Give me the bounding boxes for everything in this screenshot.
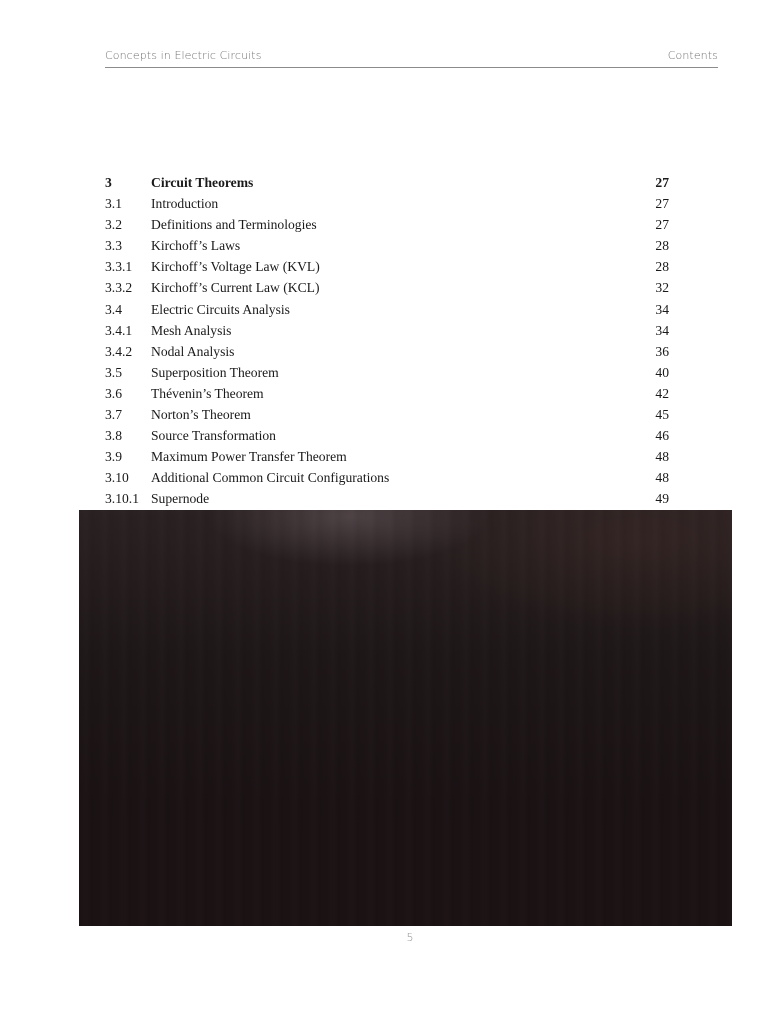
toc-entry-number: 3.5 <box>105 364 122 380</box>
toc-entry-title: Source Transformation <box>151 428 276 444</box>
toc-row[interactable] <box>105 425 669 446</box>
book-title: Concepts in Electric Circuits <box>105 49 262 62</box>
toc-entry-page: 42 <box>655 385 669 401</box>
toc-entry-page: 28 <box>655 238 669 254</box>
toc-row[interactable] <box>105 404 669 425</box>
table-of-contents <box>105 172 669 510</box>
toc-entry-page: 27 <box>655 196 669 212</box>
toc-entry-title: Supernode <box>151 491 210 507</box>
toc-row[interactable] <box>105 341 669 362</box>
toc-row[interactable] <box>105 235 669 256</box>
page-number: 5 <box>406 931 414 944</box>
toc-entry-page: 48 <box>655 470 669 486</box>
toc-entry-title: Additional Common Circuit Configurations <box>151 470 390 486</box>
section-title: Contents <box>667 49 718 62</box>
toc-entry-title: Mesh Analysis <box>151 322 232 338</box>
toc-entry-number: 3.4.1 <box>105 322 133 338</box>
toc-row[interactable] <box>105 488 669 509</box>
toc-entry-title: Maximum Power Transfer Theorem <box>151 449 347 465</box>
toc-entry-number: 3.4 <box>105 301 122 317</box>
toc-entry-title: Nodal Analysis <box>151 343 235 359</box>
toc-row[interactable] <box>105 256 669 277</box>
toc-row[interactable] <box>105 299 669 320</box>
toc-entry-number: 3.10.1 <box>105 491 139 507</box>
toc-entry-page: 27 <box>655 175 669 190</box>
toc-entry-number: 3.3 <box>105 238 122 254</box>
toc-entry-title: Norton’s Theorem <box>151 407 251 423</box>
toc-row[interactable] <box>105 383 669 404</box>
toc-entry-number: 3.3.1 <box>105 259 133 275</box>
toc-entry-number: 3.1 <box>105 196 122 212</box>
toc-entry-page: 45 <box>655 407 669 423</box>
toc-chapter-row[interactable] <box>105 172 669 193</box>
toc-entry-number: 3 <box>105 175 112 190</box>
toc-entry-number: 3.6 <box>105 385 122 401</box>
toc-entry-page: 49 <box>655 491 669 507</box>
toc-entry-number: 3.9 <box>105 449 122 465</box>
toc-entry-page: 34 <box>655 301 669 317</box>
toc-entry-title: Electric Circuits Analysis <box>151 301 290 317</box>
toc-entry-title: Kirchoff’s Laws <box>151 238 241 254</box>
toc-entry-title: Circuit Theorems <box>151 175 254 190</box>
toc-row[interactable] <box>105 214 669 235</box>
dark-image-overlay <box>79 510 732 926</box>
toc-entry-page: 40 <box>655 364 669 380</box>
toc-entry-number: 3.7 <box>105 407 122 423</box>
toc-entry-title: Kirchoff’s Voltage Law (KVL) <box>151 259 320 275</box>
toc-entry-page: 46 <box>655 428 669 444</box>
toc-entry-page: 36 <box>655 343 669 359</box>
image-texture <box>79 510 732 926</box>
toc-entry-title: Definitions and Terminologies <box>151 217 317 233</box>
toc-entry-page: 32 <box>655 280 669 296</box>
running-header <box>105 49 718 68</box>
toc-entry-title: Kirchoff’s Current Law (KCL) <box>151 280 320 296</box>
toc-entry-title: Introduction <box>151 196 219 212</box>
toc-entry-title: Superposition Theorem <box>151 364 279 380</box>
toc-entry-page: 28 <box>655 259 669 275</box>
toc-row[interactable] <box>105 467 669 488</box>
toc-row[interactable] <box>105 446 669 467</box>
toc-entry-number: 3.4.2 <box>105 343 133 359</box>
toc-entry-page: 48 <box>655 449 669 465</box>
toc-row[interactable] <box>105 362 669 383</box>
toc-entry-number: 3.2 <box>105 217 122 233</box>
toc-row[interactable] <box>105 320 669 341</box>
toc-entry-number: 3.3.2 <box>105 280 133 296</box>
toc-entry-title: Thévenin’s Theorem <box>151 385 264 401</box>
toc-row[interactable] <box>105 277 669 298</box>
toc-entry-page: 27 <box>655 217 669 233</box>
toc-entry-page: 34 <box>655 322 669 338</box>
toc-row[interactable] <box>105 193 669 214</box>
toc-entry-number: 3.10 <box>105 470 129 486</box>
toc-entry-number: 3.8 <box>105 428 122 444</box>
